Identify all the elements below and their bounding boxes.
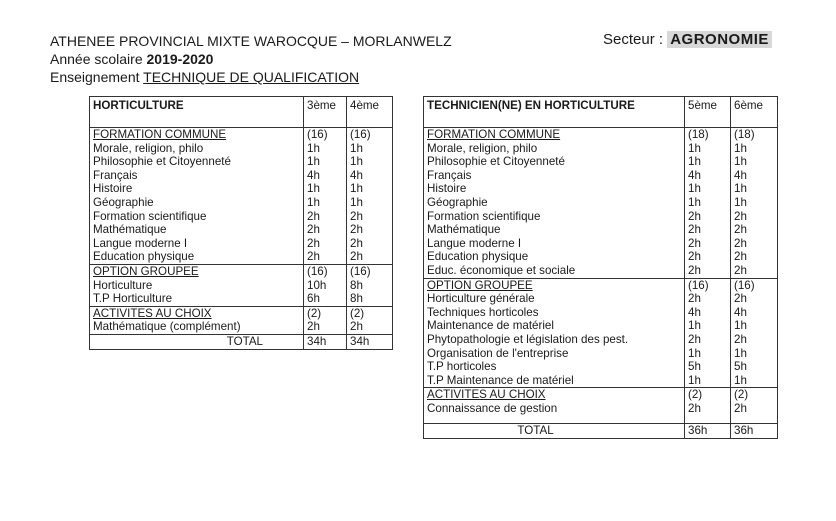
course-label: Horticulture générale [424, 292, 685, 306]
hours-year-2: 1h [731, 347, 778, 361]
hours-year-2: 2h [347, 210, 393, 224]
section-label: OPTION GROUPEE [424, 278, 685, 292]
hours-year-2: 1h [731, 182, 778, 196]
hours-year-2: 2h [731, 402, 778, 416]
hours-year-2: 2h [347, 320, 393, 334]
section-label: OPTION GROUPEE [90, 264, 304, 278]
hours-year-1: 34h [304, 334, 347, 349]
course-label: Mathématique [424, 223, 685, 237]
hours-year-2: 1h [731, 142, 778, 156]
hours-year-2: 4h [347, 169, 393, 183]
table-row [424, 402, 778, 416]
hours-year-1: 4h [685, 306, 731, 320]
table-row [90, 142, 393, 156]
course-label: Maintenance de matériel [424, 319, 685, 333]
hours-year-1: 1h [685, 155, 731, 169]
table-row [424, 333, 778, 347]
course-label: Education physique [424, 250, 685, 264]
total-row [424, 424, 778, 439]
section-row [90, 306, 393, 320]
school-year-label: Année scolaire [50, 51, 147, 67]
level-header-1: 5ème [685, 97, 731, 128]
table-title: TECHNICIEN(NE) EN HORTICULTURE [424, 97, 685, 128]
hours-year-2: 2h [731, 292, 778, 306]
course-label: Français [424, 169, 685, 183]
hours-year-2 [731, 415, 778, 424]
sector [603, 31, 772, 48]
hours-year-1: 2h [685, 237, 731, 251]
hours-year-1: (16) [304, 264, 347, 278]
section-row [424, 278, 778, 292]
hours-year-2: 1h [731, 374, 778, 388]
section-label: FORMATION COMMUNE [90, 128, 304, 142]
course-label: T.P Maintenance de matériel [424, 374, 685, 388]
table-row [90, 169, 393, 183]
hours-year-2: (16) [347, 264, 393, 278]
table-row [424, 237, 778, 251]
hours-year-1: (2) [685, 388, 731, 402]
course-label: Mathématique [90, 223, 304, 237]
hours-year-1: 1h [685, 374, 731, 388]
teaching-type-value: TECHNIQUE DE QUALIFICATION [143, 69, 360, 85]
table-row [424, 250, 778, 264]
school-year [50, 50, 452, 68]
section-row [90, 128, 393, 142]
table-title: HORTICULTURE [90, 97, 304, 128]
hours-year-1: 2h [304, 210, 347, 224]
hours-year-1: 1h [304, 196, 347, 210]
total-label: TOTAL [424, 424, 685, 439]
course-label: Histoire [424, 182, 685, 196]
section-row [424, 388, 778, 402]
total-row [90, 334, 393, 349]
hours-year-1: (2) [304, 306, 347, 320]
hours-year-1: 1h [304, 142, 347, 156]
hours-year-1: 1h [685, 196, 731, 210]
hours-year-1: 4h [685, 169, 731, 183]
hours-year-2: 1h [731, 196, 778, 210]
section-label: ACTIVITES AU CHOIX [424, 388, 685, 402]
hours-year-2: 1h [347, 182, 393, 196]
table-header-row [424, 97, 778, 128]
hours-year-2: 2h [731, 250, 778, 264]
course-label: Connaissance de gestion [424, 402, 685, 416]
course-label: Mathématique (complément) [90, 320, 304, 334]
hours-year-2: (2) [731, 388, 778, 402]
hours-year-2: 34h [347, 334, 393, 349]
hours-year-1: 10h [304, 279, 347, 293]
table-row [90, 223, 393, 237]
table-row [90, 155, 393, 169]
course-label: Philosophie et Citoyenneté [90, 155, 304, 169]
course-label: Educ. économique et sociale [424, 264, 685, 278]
hours-year-2: 2h [731, 237, 778, 251]
hours-year-1: 1h [304, 182, 347, 196]
technicien-horticulture-table [423, 96, 778, 439]
course-label: Géographie [424, 196, 685, 210]
hours-year-2: (18) [731, 128, 778, 142]
hours-year-1: 2h [685, 264, 731, 278]
course-label: T.P Horticulture [90, 292, 304, 306]
teaching-type-label: Enseignement [50, 69, 144, 85]
hours-year-2: (16) [347, 128, 393, 142]
hours-year-1: 2h [685, 402, 731, 416]
hours-year-1: (16) [685, 278, 731, 292]
course-label: Techniques horticoles [424, 306, 685, 320]
sector-value: AGRONOMIE [667, 31, 772, 48]
hours-year-1: 2h [685, 210, 731, 224]
course-label: Français [90, 169, 304, 183]
hours-year-1: 1h [685, 319, 731, 333]
table-row [424, 169, 778, 183]
table-row [424, 210, 778, 224]
table-row [424, 374, 778, 388]
table-row [90, 210, 393, 224]
hours-year-1: 2h [304, 223, 347, 237]
sector-label: Secteur : [603, 31, 668, 48]
hours-year-2: 2h [731, 264, 778, 278]
course-label: Formation scientifique [90, 210, 304, 224]
table-row [424, 196, 778, 210]
level-header-2: 6ème [731, 97, 778, 128]
hours-year-2: 4h [731, 169, 778, 183]
table-row [424, 292, 778, 306]
hours-year-2: 2h [731, 333, 778, 347]
table-row [90, 279, 393, 293]
hours-year-1: 1h [685, 142, 731, 156]
table-row [90, 320, 393, 334]
hours-year-2: (16) [731, 278, 778, 292]
hours-year-2: 5h [731, 360, 778, 374]
table-row [424, 319, 778, 333]
table-row [424, 415, 778, 424]
course-label: Education physique [90, 250, 304, 264]
hours-year-2: 1h [731, 155, 778, 169]
school-name: ATHENEE PROVINCIAL MIXTE WAROCQUE – MORLANWELZ [50, 33, 452, 49]
course-label: Organisation de l'entreprise [424, 347, 685, 361]
total-label: TOTAL [90, 334, 304, 349]
hours-year-1: 6h [304, 292, 347, 306]
course-label: Morale, religion, philo [90, 142, 304, 156]
hours-year-1: (16) [304, 128, 347, 142]
table-row [424, 142, 778, 156]
hours-year-1: 2h [685, 250, 731, 264]
hours-year-2: 1h [731, 319, 778, 333]
hours-year-2: 2h [347, 250, 393, 264]
table-row [424, 347, 778, 361]
course-label: Horticulture [90, 279, 304, 293]
hours-year-2: 2h [347, 237, 393, 251]
teaching-type [50, 68, 452, 86]
hours-year-1: 2h [685, 333, 731, 347]
hours-year-1 [685, 415, 731, 424]
course-label: Philosophie et Citoyenneté [424, 155, 685, 169]
hours-year-2: 1h [347, 142, 393, 156]
hours-year-2: 1h [347, 155, 393, 169]
hours-year-2: 36h [731, 424, 778, 439]
hours-year-1: 5h [685, 360, 731, 374]
hours-year-2: 8h [347, 292, 393, 306]
course-label: Géographie [90, 196, 304, 210]
hours-year-1: 4h [304, 169, 347, 183]
course-label: Formation scientifique [424, 210, 685, 224]
table-row [90, 292, 393, 306]
table-row [90, 196, 393, 210]
section-row [424, 128, 778, 142]
school-year-value: 2019-2020 [146, 51, 214, 67]
section-row [90, 264, 393, 278]
hours-year-1: 1h [685, 182, 731, 196]
section-label: ACTIVITES AU CHOIX [90, 306, 304, 320]
document-header [50, 32, 452, 86]
level-header-2: 4ème [347, 97, 393, 128]
hours-year-1: 2h [685, 223, 731, 237]
hours-year-2: 8h [347, 279, 393, 293]
course-label: Langue moderne I [424, 237, 685, 251]
table-row [424, 264, 778, 278]
hours-year-2: (2) [347, 306, 393, 320]
table-row [424, 306, 778, 320]
hours-year-1: 36h [685, 424, 731, 439]
hours-year-1: 2h [304, 250, 347, 264]
level-header-1: 3ème [304, 97, 347, 128]
hours-year-1: 2h [304, 320, 347, 334]
hours-year-2: 2h [347, 223, 393, 237]
course-label [424, 415, 685, 424]
hours-year-2: 1h [347, 196, 393, 210]
hours-year-1: 2h [685, 292, 731, 306]
table-row [424, 182, 778, 196]
hours-year-2: 4h [731, 306, 778, 320]
table-header-row [90, 97, 393, 128]
table-row [424, 223, 778, 237]
table-row [90, 237, 393, 251]
hours-year-2: 2h [731, 210, 778, 224]
hours-year-1: 1h [304, 155, 347, 169]
hours-year-1: (18) [685, 128, 731, 142]
hours-year-2: 2h [731, 223, 778, 237]
course-label: T.P horticoles [424, 360, 685, 374]
hours-year-1: 1h [685, 347, 731, 361]
section-label: FORMATION COMMUNE [424, 128, 685, 142]
hours-year-1: 2h [304, 237, 347, 251]
table-row [90, 182, 393, 196]
course-label: Phytopathologie et législation des pest. [424, 333, 685, 347]
table-row [90, 250, 393, 264]
table-row [424, 155, 778, 169]
course-label: Histoire [90, 182, 304, 196]
table-row [424, 360, 778, 374]
horticulture-table [89, 96, 393, 350]
course-label: Langue moderne I [90, 237, 304, 251]
course-label: Morale, religion, philo [424, 142, 685, 156]
